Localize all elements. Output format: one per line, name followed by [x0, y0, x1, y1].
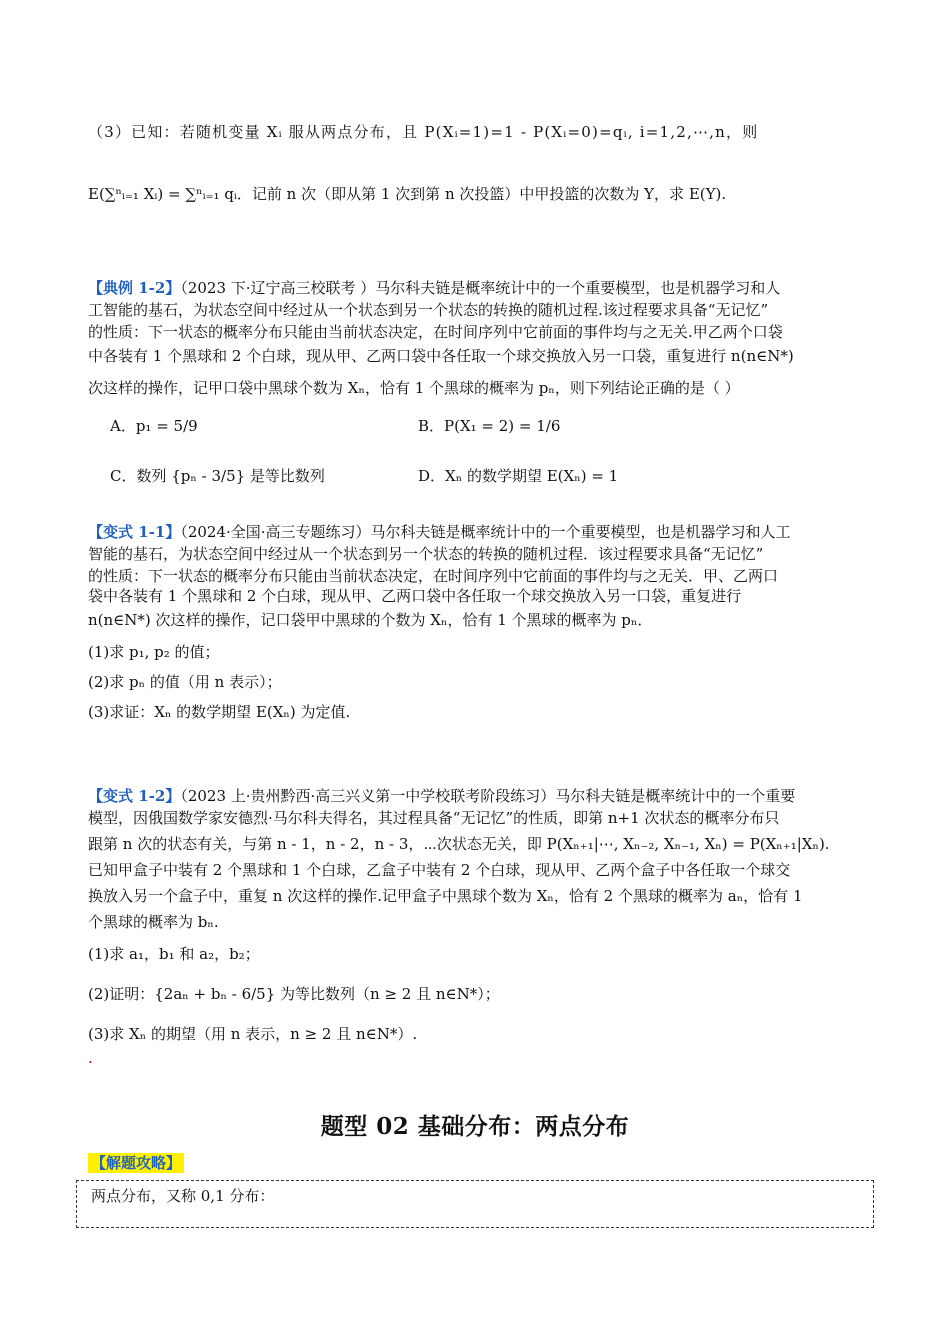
part3-line1: （3）已知：若随机变量 Xᵢ 服从两点分布，且 P(Xᵢ=1)=1 - P(Xᵢ=0)=qᵢ, i=1,2,⋯,n，则	[88, 123, 759, 141]
variant11-question3: (3)求证：Xₙ 的数学期望 E(Xₙ) 为定值.	[88, 703, 351, 721]
variant11-text1: （2024·全国·高三专题练习）马尔科夫链是概率统计中的一个重要模型，也是机器学习和人工	[180, 523, 791, 541]
variant12-line2: 模型，因俄国数学家安德烈·马尔科夫得名，其过程具备“无记忆”的性质，即第 n+1 次状态的概率分布只	[88, 809, 780, 827]
example12-line2: 工智能的基石，为状态空间中经过从一个状态到另一个状态的转换的随机过程.该过程要求具备“无记忆”	[88, 301, 769, 319]
option-b: B．P(X₁ = 2) = 1/6	[418, 417, 561, 435]
option-d: D．Xₙ 的数学期望 E(Xₙ) = 1	[418, 467, 619, 485]
example12-tag: 【典例 1-2】	[88, 279, 181, 297]
example12-line5: 次这样的操作，记甲口袋中黑球个数为 Xₙ，恰有 1 个黑球的概率为 pₙ，则下列结论正确的是（ ）	[88, 379, 740, 397]
part3-line2: E(∑ⁿᵢ₌₁ Xᵢ) = ∑ⁿᵢ₌₁ qᵢ．记前 n 次（即从第 1 次到第 n 次投篮）中甲投篮的次数为 Y，求 E(Y).	[88, 185, 727, 203]
variant11-line1	[88, 522, 791, 542]
variant12-text1: （2023 上·贵州黔西·高三兴义第一中学校联考阶段练习）马尔科夫链是概率统计中的一个重要	[180, 787, 796, 805]
variant12-line4: 已知甲盒子中装有 2 个黑球和 1 个白球，乙盒子中装有 2 个白球，现从甲、乙两个盒子中各任取一个球交	[88, 861, 791, 879]
example12-line4: 中各装有 1 个黑球和 2 个白球，现从甲、乙两口袋中各任取一个球交换放入另一口袋，重复进行 n(n∈N*)	[88, 347, 794, 365]
example12-line3: 的性质：下一状态的概率分布只能由当前状态决定，在时间序列中它前面的事件均与之无关.甲乙两个口袋	[88, 323, 783, 341]
variant12-question3: (3)求 Xₙ 的期望（用 n 表示，n ≥ 2 且 n∈N*）.	[88, 1025, 418, 1043]
strategy-tag: 【解题攻略】	[88, 1153, 184, 1173]
example12-text1: （2023 下·辽宁高三校联考 ）马尔科夫链是概率统计中的一个重要模型，也是机器学习和人	[180, 279, 781, 297]
section-title: 题型 02 基础分布：两点分布	[320, 1113, 630, 1140]
strategy-tag-line	[88, 1153, 184, 1173]
variant11-line4: 袋中各装有 1 个黑球和 2 个白球，现从甲、乙两口袋中各任取一个球交换放入另一口袋，重复进行	[88, 587, 742, 605]
variant12-question2: (2)证明：{2aₙ + bₙ - 6/5} 为等比数列（n ≥ 2 且 n∈N*）；	[88, 985, 500, 1003]
variant12-line3: 跟第 n 次的状态有关，与第 n - 1，n - 2，n - 3，⋯次状态无关，即 P(Xₙ₊₁|⋯, Xₙ₋₂, Xₙ₋₁, Xₙ) = P(Xₙ₊₁|Xₙ).	[88, 835, 830, 853]
variant11-question1: (1)求 p₁, p₂ 的值；	[88, 643, 220, 661]
variant12-line5: 换放入另一个盒子中，重复 n 次这样的操作.记甲盒子中黑球个数为 Xₙ，恰有 2 个黑球的概率为 aₙ，恰有 1	[88, 887, 803, 905]
example12-line1	[88, 278, 780, 298]
stray-dot: .	[88, 1049, 93, 1067]
variant11-line2: 智能的基石，为状态空间中经过从一个状态到另一个状态的转换的随机过程．该过程要求具备“无记忆”	[88, 545, 764, 563]
option-a: A．p₁ = 5/9	[110, 417, 198, 435]
variant11-line5: n(n∈N*) 次这样的操作，记口袋甲中黑球的个数为 Xₙ，恰有 1 个黑球的概率为 pₙ．	[88, 611, 653, 629]
strategy-box-text: 两点分布，又称 0,1 分布：	[91, 1187, 275, 1205]
option-c: C．数列 {pₙ - 3/5} 是等比数列	[110, 467, 325, 485]
strategy-box	[76, 1180, 874, 1228]
variant12-line1	[88, 786, 795, 806]
variant11-line3: 的性质：下一状态的概率分布只能由当前状态决定，在时间序列中它前面的事件均与之无关．甲、乙两口	[88, 567, 779, 585]
variant11-question2: (2)求 pₙ 的值（用 n 表示）；	[88, 673, 282, 691]
variant12-tag: 【变式 1-2】	[88, 787, 181, 805]
variant11-tag: 【变式 1-1】	[88, 523, 181, 541]
variant12-question1: (1)求 a₁，b₁ 和 a₂，b₂；	[88, 945, 260, 963]
variant12-line6: 个黑球的概率为 bₙ.	[88, 913, 219, 931]
